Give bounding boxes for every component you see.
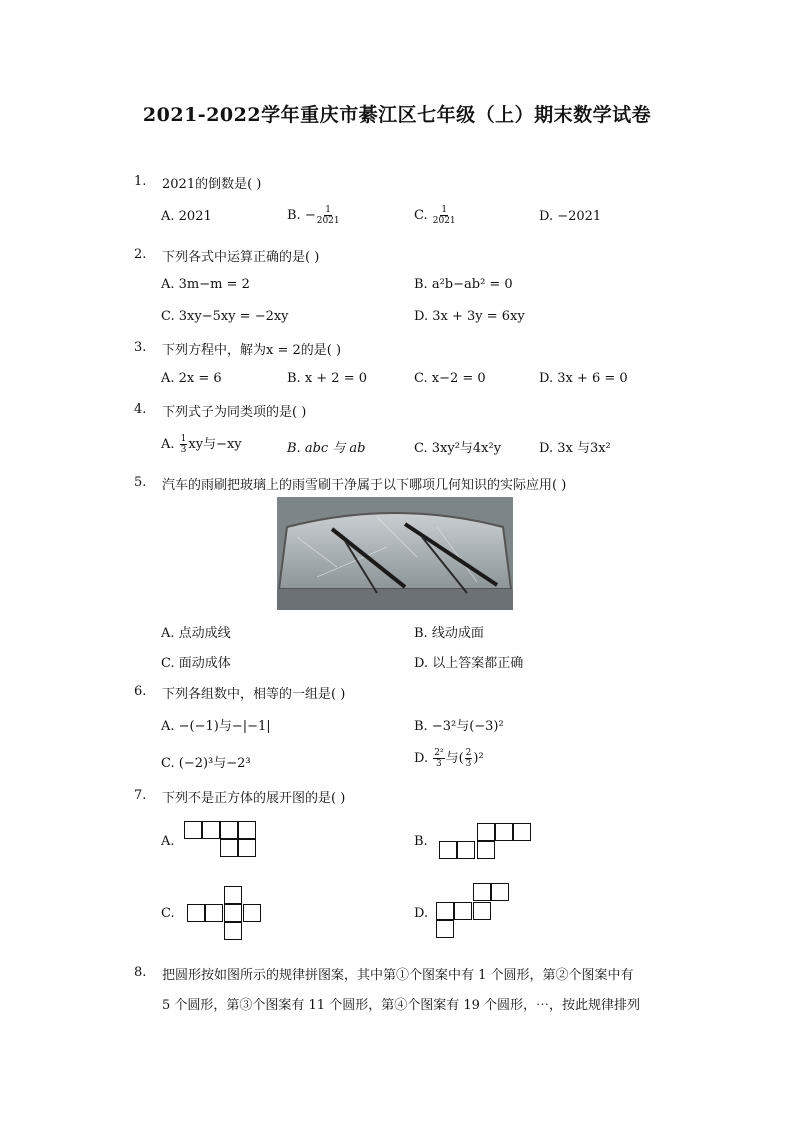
option-d: D. $\frac{\text{2²}}{3}$ 与( $\frac{2}{3}$ )² [414,748,484,769]
option-a: A. 2021 [161,209,212,224]
option-a: A. −(−1)与−|−1| [161,719,271,734]
option-b: B. a²b−ab² = 0 [414,277,513,292]
windshield-wiper-photo [277,497,513,610]
question-text: 2021的倒数是( ) [162,177,262,192]
question-text: 下列各组数中，相等的一组是( ) [162,687,346,702]
option-d: D. 3x + 3y = 6xy [414,309,525,324]
option-a: A. [161,834,175,849]
question-text: 下列方程中，解为x = 2的是( ) [162,343,342,358]
option-c: C. 3xy−5xy = −2xy [161,309,289,324]
question-number: 6. [134,684,147,699]
question-number: 5. [134,475,147,490]
option-d: D. [414,906,429,921]
question-text: 下列不是正方体的展开图的是( ) [162,791,346,806]
option-c: C. (−2)³与−2³ [161,756,251,771]
option-a: A. 2x = 6 [161,371,222,386]
option-c: C. x−2 = 0 [414,371,486,386]
question-text: 下列各式中运算正确的是( ) [162,250,320,265]
option-c: C. 3xy²与4x²y [414,441,502,456]
option-a: A. 点动成线 [161,626,231,641]
option-b: B. −3²与(−3)² [414,719,504,734]
option-d: D. 3x 与3x² [539,441,611,456]
option-a: A. 3m−m = 2 [161,277,250,292]
question-number: 2. [134,247,147,262]
option-d: D. 以上答案都正确 [414,656,524,671]
question-number: 3. [134,340,147,355]
option-d: D. 3x + 6 = 0 [539,371,628,386]
question-number: 7. [134,788,147,803]
option-c: C. [161,906,175,921]
option-b: B. abc 与 ab [287,441,366,456]
question-number: 1. [134,174,147,189]
question-text: 把圆形按如图所示的规律拼图案，其中第①个图案中有 1 个圆形，第②个图案中有 [162,968,634,983]
question-number: 8. [134,965,147,980]
option-b: B. x + 2 = 0 [287,371,368,386]
option-c: C. $\frac{1}{2021}$ [414,205,456,226]
option-c: C. 面动成体 [161,656,231,671]
question-number: 4. [134,402,147,417]
question-text: 5 个圆形，第③个图案有 11 个圆形，第④个图案有 19 个圆形，⋯，按此规律排列 [162,998,641,1013]
option-b: B. [414,834,428,849]
question-text: 汽车的雨刷把玻璃上的雨雪刷干净属于以下哪项几何知识的实际应用( ) [162,478,567,493]
page-title: 2021-2022学年重庆市綦江区七年级（上）期末数学试卷 [142,104,652,126]
option-d: D. −2021 [539,209,602,224]
question-text: 下列式子为同类项的是( ) [162,405,307,420]
option-b: B. − $\frac{1}{2021}$ [287,205,340,226]
option-a: A. $\frac{1}{3}$ xy与−xy [161,434,242,455]
option-b: B. 线动成面 [414,626,484,641]
